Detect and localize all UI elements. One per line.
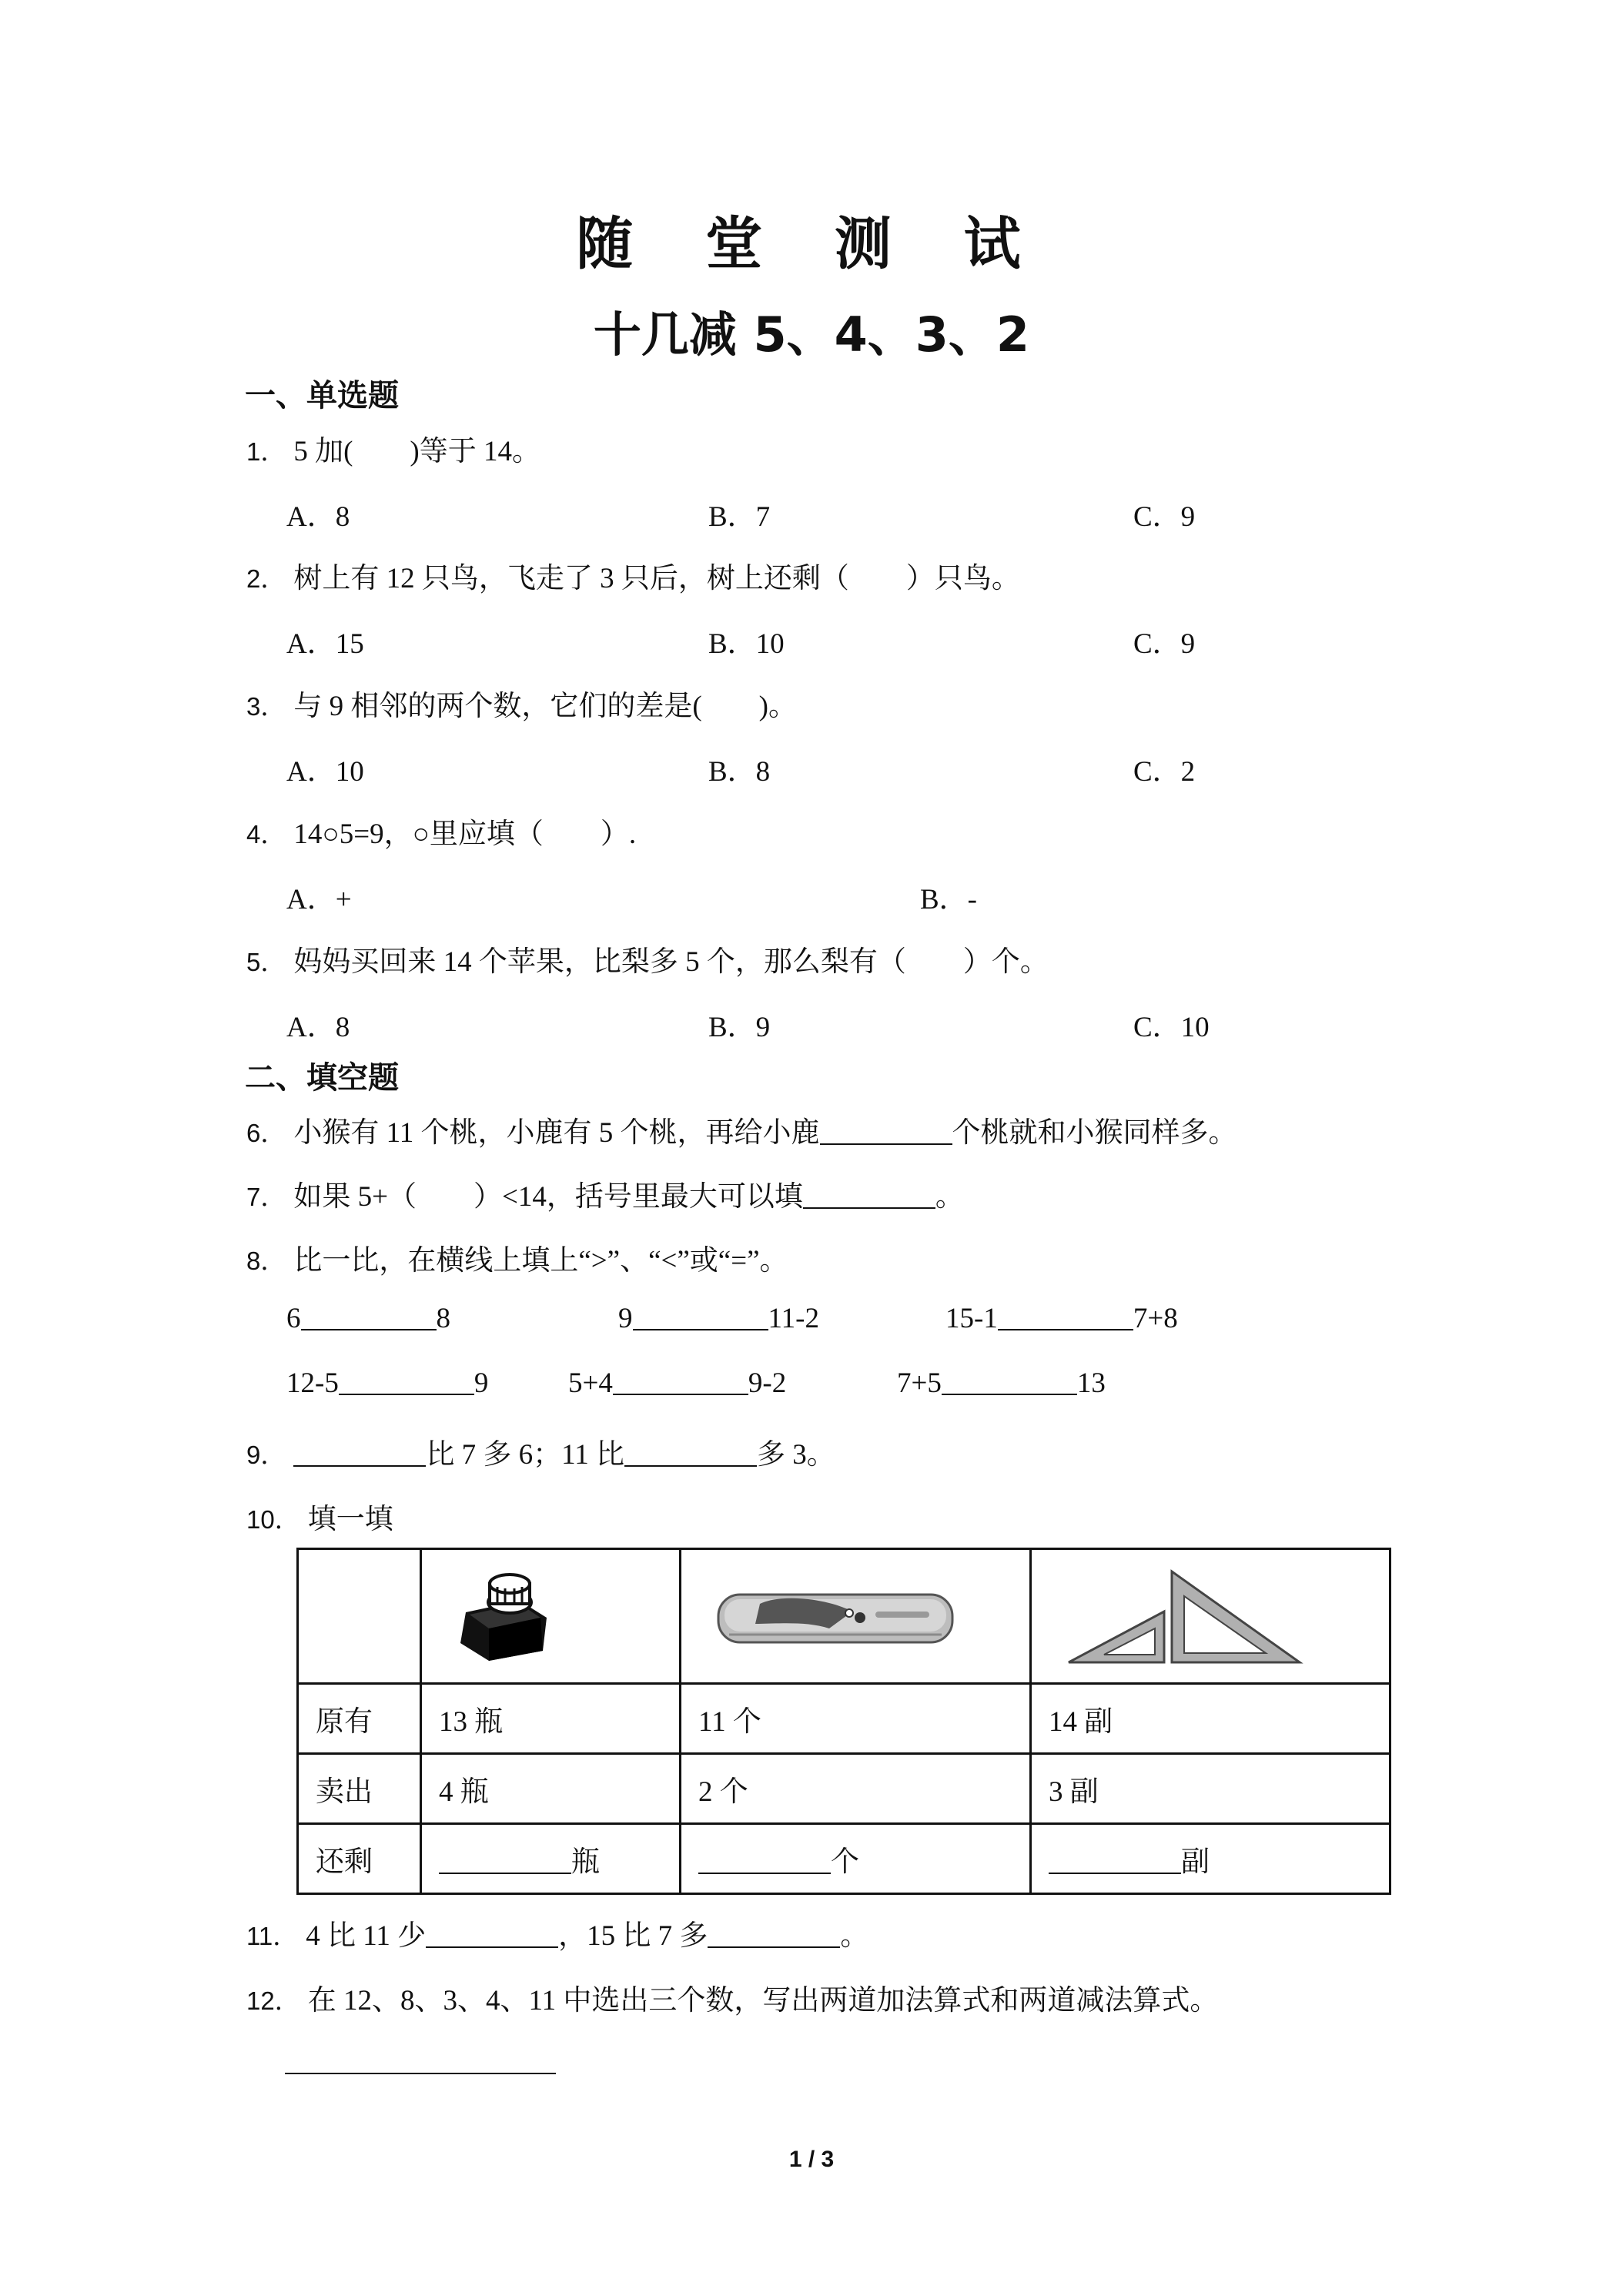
answer-blank[interactable] <box>426 1919 558 1948</box>
question-text-mid: ，15 比 7 多 <box>558 1920 708 1952</box>
compare-left: 5+4 <box>568 1367 613 1399</box>
question-number: 6． <box>246 1119 286 1147</box>
compare-item-5 <box>568 1366 786 1400</box>
question-text: 比一比，在横线上填上“>”、“<”或“=”。 <box>293 1245 788 1277</box>
question-12 <box>246 1976 1218 2018</box>
answer-blank[interactable] <box>698 1845 831 1874</box>
question-number: 12． <box>246 1986 300 2015</box>
compare-blank[interactable] <box>301 1301 437 1330</box>
table-header-row <box>298 1549 1390 1684</box>
cell-set-squares: 14 副 <box>1031 1684 1390 1754</box>
compare-left: 12-5 <box>286 1367 339 1399</box>
question-9 <box>246 1431 835 1472</box>
question-number: 3． <box>246 692 286 721</box>
cell-set-squares <box>1031 1824 1390 1894</box>
table-row <box>298 1684 1390 1754</box>
question-text: 在 12、8、3、4、11 中选出三个数，写出两道加法算式和两道减法算式。 <box>307 1985 1219 2017</box>
section-heading-fill-blank: 二、填空题 <box>245 1060 399 1096</box>
compare-blank[interactable] <box>633 1301 768 1330</box>
compare-left: 15-1 <box>945 1303 998 1334</box>
ink-bottle-icon <box>454 1570 554 1662</box>
q4-option-b: B．- <box>920 884 977 915</box>
answer-blank[interactable] <box>439 1845 571 1874</box>
cell-pencil-case <box>681 1824 1031 1894</box>
compare-right: 7+8 <box>1133 1303 1178 1334</box>
question-1 <box>246 427 540 469</box>
pencil-case-icon <box>714 1578 960 1655</box>
question-number: 11． <box>246 1922 299 1950</box>
compare-item-4 <box>286 1366 488 1400</box>
unit-label: 副 <box>1181 1846 1210 1878</box>
q5-option-c: C．10 <box>1133 1012 1210 1043</box>
section-heading-single-choice: 一、单选题 <box>245 378 399 413</box>
question-number: 1． <box>246 437 286 466</box>
cell-ink: 4 瓶 <box>421 1754 681 1824</box>
answer-blank[interactable] <box>293 1438 426 1467</box>
compare-right: 9-2 <box>748 1367 787 1399</box>
question-7 <box>246 1173 964 1214</box>
answer-line[interactable] <box>285 2073 556 2074</box>
q5-option-a: A．8 <box>286 1012 350 1043</box>
question-2 <box>246 554 1020 596</box>
question-text: 比 7 多 6；11 比 <box>426 1439 624 1471</box>
compare-blank[interactable] <box>942 1366 1077 1395</box>
compare-left: 9 <box>618 1303 633 1334</box>
question-10 <box>246 1495 393 1537</box>
q2-option-c: C．9 <box>1133 628 1196 660</box>
compare-right: 13 <box>1076 1367 1106 1399</box>
compare-item-6 <box>897 1366 1106 1400</box>
question-4 <box>246 810 636 852</box>
cell-ink: 13 瓶 <box>421 1684 681 1754</box>
question-number: 4． <box>246 820 286 848</box>
q1-option-a: A．8 <box>286 501 350 533</box>
question-text: 4 比 11 少 <box>306 1920 427 1952</box>
page-title: 随 堂 测 试 <box>576 211 1047 277</box>
q1-option-c: C．9 <box>1133 501 1196 533</box>
compare-right: 8 <box>436 1303 450 1334</box>
table-corner-cell <box>298 1549 421 1684</box>
compare-item-2 <box>618 1301 819 1335</box>
question-text: 树上有 12 只鸟，飞走了 3 只后，树上还剩（ ）只鸟。 <box>293 563 1020 594</box>
question-text: 与 9 相邻的两个数，它们的差是( )。 <box>293 691 798 722</box>
cell-ink <box>421 1824 681 1894</box>
question-text: 填一填 <box>307 1504 393 1535</box>
row-label: 还剩 <box>298 1824 421 1894</box>
q3-option-a: A．10 <box>286 756 364 788</box>
compare-right: 11-2 <box>768 1303 819 1334</box>
answer-blank[interactable] <box>820 1116 952 1145</box>
question-text-end: 。 <box>840 1920 869 1952</box>
q4-option-a: A．+ <box>286 884 352 915</box>
unit-label: 个 <box>831 1846 859 1878</box>
fill-table <box>296 1548 1391 1895</box>
question-text: 14○5=9，○里应填（ ）. <box>293 818 637 850</box>
question-6 <box>246 1109 1237 1150</box>
cell-set-squares: 3 副 <box>1031 1754 1390 1824</box>
compare-right: 9 <box>474 1367 489 1399</box>
pencil-case-cell <box>681 1549 1031 1684</box>
compare-blank[interactable] <box>339 1366 474 1395</box>
answer-blank[interactable] <box>1049 1845 1181 1874</box>
question-8 <box>246 1237 788 1278</box>
compare-blank[interactable] <box>998 1301 1133 1330</box>
page-subtitle: 十几减 5、4、3、2 <box>593 306 1030 363</box>
question-text-end: 个桃就和小猴同样多。 <box>952 1117 1237 1149</box>
question-number: 9． <box>246 1441 286 1469</box>
question-number: 8． <box>246 1247 286 1275</box>
compare-item-3 <box>945 1301 1178 1335</box>
question-number: 5． <box>246 948 286 976</box>
question-text: 5 加( )等于 14。 <box>293 436 541 467</box>
row-label: 原有 <box>298 1684 421 1754</box>
unit-label: 瓶 <box>571 1846 600 1878</box>
compare-left: 6 <box>286 1303 301 1334</box>
question-text: 妈妈买回来 14 个苹果，比梨多 5 个，那么梨有（ ）个。 <box>293 946 1049 978</box>
compare-left: 7+5 <box>897 1367 942 1399</box>
q3-option-c: C．2 <box>1133 756 1196 788</box>
q3-option-b: B．8 <box>708 756 771 788</box>
ink-cell <box>421 1549 681 1684</box>
question-text: 小猴有 11 个桃，小鹿有 5 个桃，再给小鹿 <box>293 1117 820 1149</box>
compare-blank[interactable] <box>613 1366 748 1395</box>
answer-blank[interactable] <box>708 1919 840 1948</box>
question-text: 如果 5+（ ）<14，括号里最大可以填 <box>293 1181 803 1213</box>
q2-option-b: B．10 <box>708 628 785 660</box>
question-number: 7． <box>246 1183 286 1211</box>
question-number: 2． <box>246 564 286 593</box>
set-squares-cell <box>1031 1549 1390 1684</box>
q2-option-a: A．15 <box>286 628 364 660</box>
question-number: 10． <box>246 1505 300 1534</box>
page-number: 1 / 3 <box>788 2147 835 2172</box>
question-text-end: 。 <box>935 1181 964 1213</box>
row-label: 卖出 <box>298 1754 421 1824</box>
answer-blank[interactable] <box>803 1180 935 1209</box>
table-row <box>298 1754 1390 1824</box>
q5-option-b: B．9 <box>708 1012 771 1043</box>
question-11 <box>246 1912 868 1953</box>
question-3 <box>246 682 797 724</box>
set-squares-icon <box>1064 1562 1310 1670</box>
cell-pencil-case: 2 个 <box>681 1754 1031 1824</box>
cell-pencil-case: 11 个 <box>681 1684 1031 1754</box>
answer-blank[interactable] <box>624 1438 757 1467</box>
compare-item-1 <box>286 1301 450 1335</box>
q1-option-b: B．7 <box>708 501 771 533</box>
table-row <box>298 1824 1390 1894</box>
question-text-end: 多 3。 <box>757 1439 835 1471</box>
question-5 <box>246 938 1049 979</box>
